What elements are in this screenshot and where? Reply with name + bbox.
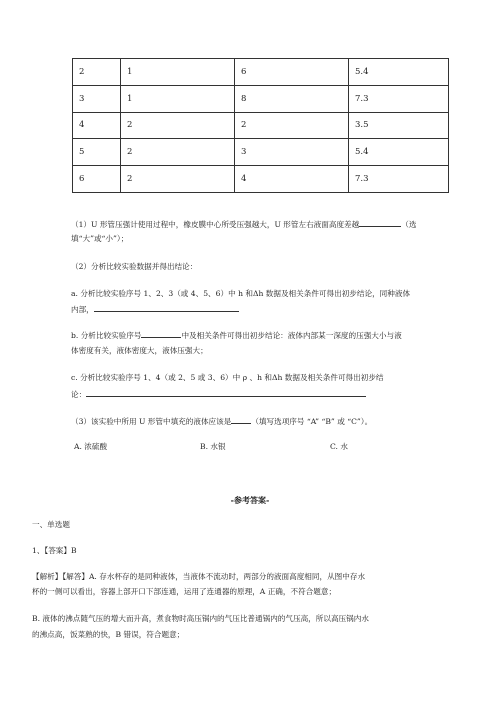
table-cell: 2 <box>121 166 235 193</box>
question-1-line-2: 填“大”或“小”）； <box>71 234 129 243</box>
question-b-line-1: b. 分析比较实验序号 中及相关条件可得出初步结论：液体内部某一深度的压强大小与液 <box>71 331 402 340</box>
table-cell: 6 <box>235 59 349 86</box>
table-row <box>73 85 449 112</box>
section-heading: 一、单选题 <box>32 520 70 529</box>
question-a-line-1: a. 分析比较实验序号 1、2、3（或 4、5、6）中 h 和Δh 数据及相关条件可得出初步结论，同种液体 <box>71 289 411 298</box>
table-cell: 3 <box>235 139 349 166</box>
table-cell: 4 <box>73 112 121 139</box>
explanation-a-line-2: 杯的一侧可以看出，容器上部开口下部连通，运用了连通器的原理，A 正确，不符合题意； <box>32 587 337 596</box>
table-row <box>73 166 449 193</box>
question-c-line-1: c. 分析比较实验序号 1、4（或 2、5 或 3、6）中 ρ 、h 和Δh 数据及相关条件可得出初步结 <box>71 373 384 382</box>
table-cell: 5 <box>73 139 121 166</box>
table-cell: 7.3 <box>349 166 449 193</box>
question-a-line-2: 内部， <box>71 303 239 315</box>
table-cell: 2 <box>121 139 235 166</box>
table-row <box>73 59 449 86</box>
question-c-blank[interactable] <box>86 388 366 397</box>
explanation-a-line-1: 【解析】【解答】A. 存水杯存的是同种液体，当液体不流动时，两部分的液面高度相同，从图中存水 <box>32 572 366 581</box>
question-1-blank[interactable] <box>359 218 401 227</box>
table-cell: 2 <box>235 112 349 139</box>
table-cell: 6 <box>73 166 121 193</box>
question-c-line-2: 论： <box>71 388 366 400</box>
table-row <box>73 139 449 166</box>
question-b-line-2: 体密度有关，液体密度大，液体压强大； <box>71 346 208 355</box>
question-2-intro: （2）分析比较实验数据并得出结论： <box>71 262 198 271</box>
table-cell: 1 <box>121 85 235 112</box>
answer-item-1: 1、【答案】B <box>32 546 77 555</box>
table-cell: 5.4 <box>349 139 449 166</box>
question-b-blank[interactable] <box>141 329 181 338</box>
explanation-b-line-2: 的沸点高，饭菜熟的快，B 错误，符合题意； <box>32 630 185 639</box>
table-cell: 3 <box>73 85 121 112</box>
answer-key-title: -参考答案- <box>230 495 270 505</box>
table-cell: 8 <box>235 85 349 112</box>
table-row <box>73 112 449 139</box>
question-a-blank[interactable] <box>94 303 239 312</box>
choice-b[interactable]: B. 水银 <box>200 442 226 451</box>
table-cell: 4 <box>235 166 349 193</box>
experiment-data-table <box>72 58 449 193</box>
table-cell: 2 <box>121 112 235 139</box>
question-3-blank[interactable] <box>231 415 251 424</box>
explanation-b-line-1: B. 液体的沸点随气压的增大而升高，煮食物时高压锅内的气压比普通锅内的气压高，所以高压锅内水 <box>32 614 369 623</box>
table-cell: 7.3 <box>349 85 449 112</box>
choice-a[interactable]: A. 浓硫酸 <box>74 442 108 451</box>
question-3: （3）该实验中所用 U 形管中填充的液体应该是 （填写选项序号 “A” “B” 或 “C”）。 <box>71 417 373 426</box>
choice-c[interactable]: C. 水 <box>330 442 348 451</box>
table-cell: 1 <box>121 59 235 86</box>
table-cell: 2 <box>73 59 121 86</box>
table-cell: 3.5 <box>349 112 449 139</box>
question-1-line-1: （1）U 形管压强计使用过程中，橡皮膜中心所受压强越大，U 形管左右液面高度差越 （选 <box>71 220 417 229</box>
table-cell: 5.4 <box>349 59 449 86</box>
